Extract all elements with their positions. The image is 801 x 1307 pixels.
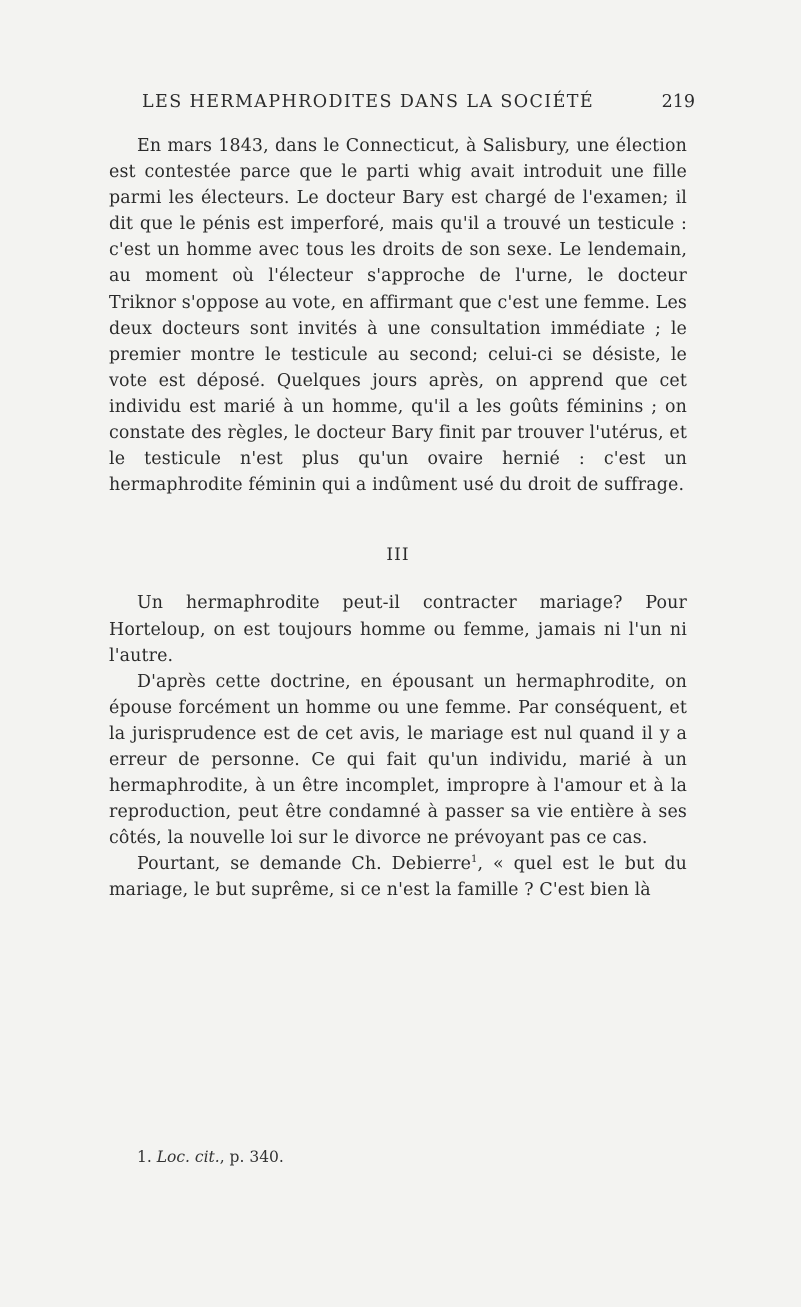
paragraph-4-start: Pourtant, se demande Ch. Debierre bbox=[137, 854, 472, 875]
footnote bbox=[137, 1148, 284, 1166]
section-number: III bbox=[386, 545, 410, 566]
footnote-number: 1. bbox=[137, 1148, 152, 1166]
text-block bbox=[109, 133, 687, 904]
page-number: 219 bbox=[661, 92, 695, 112]
running-head bbox=[110, 92, 695, 118]
footnote-page: , p. 340. bbox=[219, 1148, 284, 1166]
paragraph-1: En mars 1843, dans le Connecticut, à Salisbury, une élection est contestée parce que le parti whig avait introduit une fille parmi les électeurs. Le docteur Bary est chargé de l'examen; il dit que le pénis est imperforé, mais qu'il a trouvé un testicule : c'est un homme avec tous les droits de son sexe. Le lendemain, au moment où l'électeur s'approche de l'urne, le docteur Triknor s'oppose au vote, en affirmant que c'est une femme. Les deux docteurs sont invités à une consultation immédiate ; le premier montre le testicule au second; celui-ci se désiste, le vote est déposé. Quelques jours après, on apprend que cet individu est marié à un homme, qu'il a les goûts féminins ; on constate des règles, le docteur Bary finit par trouver l'utérus, et le testicule n'est plus qu'un ovaire hernié : c'est un hermaphrodite féminin qui a indûment usé du droit de suffrage. bbox=[109, 136, 687, 496]
paragraph-2: Un hermaphrodite peut-il contracter mariage? Pour Horteloup, on est toujours homme ou femme, jamais ni l'un ni l'autre. bbox=[109, 593, 687, 666]
running-title: LES HERMAPHRODITES DANS LA SOCIÉTÉ bbox=[142, 92, 595, 112]
paragraph-4-end: , « quel est le but du mariage, le but suprême, si ce n'est la famille ? C'est bien là bbox=[109, 854, 687, 901]
paragraph-3: D'après cette doctrine, en épousant un hermaphrodite, on épouse forcément un homme ou une femme. Par conséquent, et la jurisprudence est de cet avis, le mariage est nul quand il y a erreur de personne. Ce qui fait qu'un individu, marié à un hermaphrodite, à un être incomplet, impropre à l'amour et à la reproduction, peut être condamné à passer sa vie entière à ses côtés, la nouvelle loi sur le divorce ne prévoyant pas ce cas. bbox=[109, 671, 687, 849]
footnote-reference: 1 bbox=[471, 854, 478, 866]
paragraph-4 bbox=[109, 851, 687, 903]
footnote-citation: Loc. cit. bbox=[156, 1148, 220, 1166]
